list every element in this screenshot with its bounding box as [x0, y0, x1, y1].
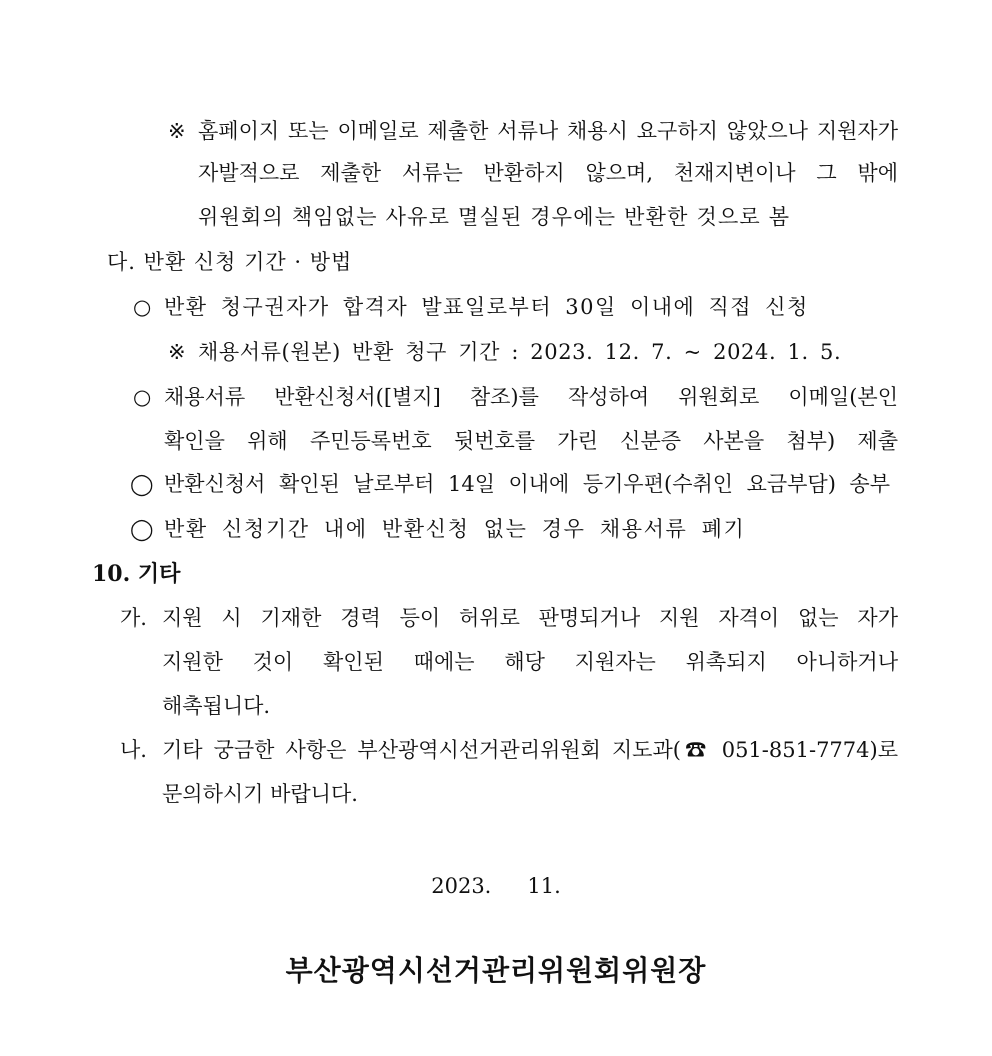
circle-bullet-icon: ○	[133, 385, 152, 409]
large-circle-bullet-icon: ◯	[130, 472, 154, 496]
date-month: 11.	[527, 874, 561, 898]
note-line-3: 위원회의 책임없는 사유로 멸실된 경우에는 반환한 것으로 봄	[198, 205, 791, 229]
da-item-4-line-1: 반환신청서 확인된 날로부터 14일 이내에 등기우편(수취인 요금부담) 송부	[164, 472, 890, 496]
item-ga-line-3: 해촉됩니다.	[162, 694, 271, 718]
item-na-line-1: 기타 궁금한 사항은 부산광역시선거관리위원회 지도과(☎ 051-851-7774)로	[162, 738, 898, 762]
document-date	[0, 872, 992, 900]
item-na-line-2: 문의하시기 바랍니다.	[162, 782, 358, 806]
section-10-heading: 10. 기타	[92, 561, 181, 587]
item-ga-line-1: 지원 시 기재한 경력 등이 허위로 판명되거나 지원 자격이 없는 자가	[162, 606, 898, 630]
da-item-3-line-1: 채용서류 반환신청서([별지] 참조)를 작성하여 위원회로 이메일(본인	[164, 385, 898, 409]
da-item-1-line-1: 반환 청구권자가 합격자 발표일로부터 30일 이내에 직접 신청	[164, 295, 809, 319]
da-item-5-line-1: 반환 신청기간 내에 반환신청 없는 경우 채용서류 폐기	[164, 517, 746, 541]
item-ga-line-2: 지원한 것이 확인된 때에는 해당 지원자는 위촉되지 아니하거나	[162, 650, 898, 674]
note-line-1: 홈페이지 또는 이메일로 제출한 서류나 채용시 요구하지 않았으나 지원자가	[198, 119, 898, 143]
da-note-mark: ※	[168, 340, 186, 364]
circle-bullet-icon: ○	[133, 295, 152, 319]
section-da-heading: 다. 반환 신청 기간 · 방법	[107, 250, 353, 274]
note-line-2: 자발적으로 제출한 서류는 반환하지 않으며, 천재지변이나 그 밖에	[198, 161, 898, 185]
item-ga-marker: 가.	[120, 606, 147, 630]
note-mark: ※	[168, 119, 186, 143]
da-note-line-1: 채용서류(원본) 반환 청구 기간 : 2023. 12. 7. ~ 2024. 1. 5.	[198, 340, 842, 364]
da-item-3-line-2: 확인을 위해 주민등록번호 뒷번호를 가린 신분증 사본을 첨부) 제출	[164, 429, 898, 453]
date-year: 2023.	[431, 874, 492, 898]
item-na-marker: 나.	[120, 738, 147, 762]
large-circle-bullet-icon: ◯	[130, 517, 154, 541]
signature-title: 부산광역시선거관리위원회위원장	[285, 954, 707, 987]
